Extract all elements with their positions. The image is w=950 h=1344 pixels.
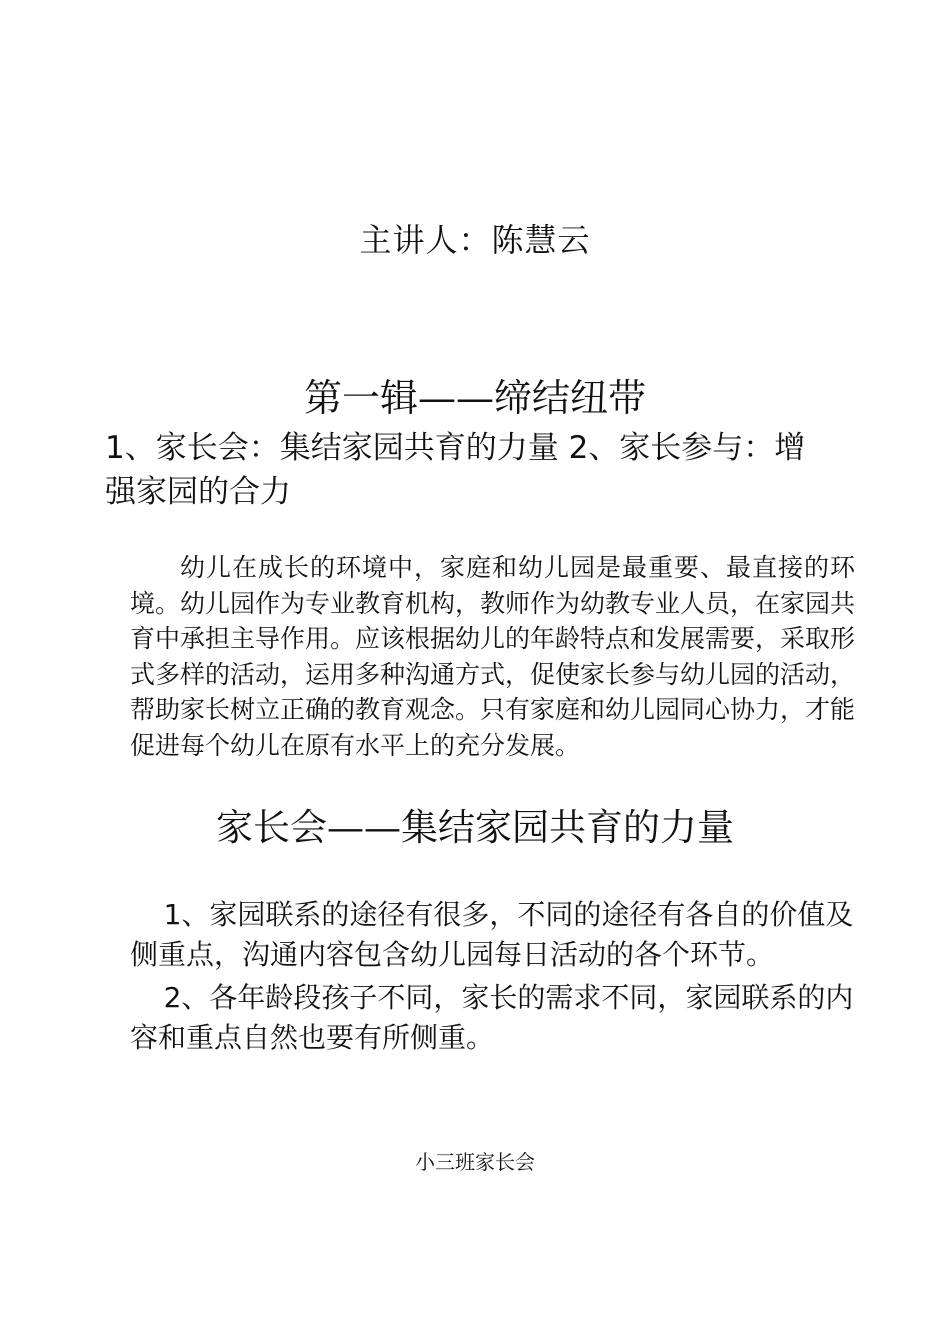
heading: 家长会——集结家园共育的力量 [216, 806, 734, 849]
point-item-1: 1、家园联系的途径有很多，不同的途径有各自的价值及侧重点，沟通内容包含幼儿园每日活动的各个环节。 [130, 898, 854, 971]
section-title: 第一辑——缔结纽带 [303, 376, 646, 420]
point-item-2: 2、各年龄段孩子不同，家长的需求不同，家园联系的内容和重点自然也要有所侧重。 [130, 981, 854, 1054]
intro-block [130, 550, 855, 763]
intro-paragraph: 幼儿在成长的环境中，家庭和幼儿园是最重要、最直接的环境。幼儿园作为专业教育机构，教师作为幼教专业人员，在家园共育中承担主导作用。应该根据幼儿的年龄特点和发展需要，采取形式多样的活动，运用多种沟通方式，促使家长参与幼儿园的活动，帮助家长树立正确的教育观念。只有家庭和幼儿园同心协力，才能促进每个幼儿在原有水平上的充分发展。 [130, 553, 856, 760]
footer-caption: 小三班家长会 [415, 1150, 535, 1174]
subtitle: 1、家长会：集结家园共育的力量 2、家长参与：增强家园的合力 [105, 430, 806, 510]
speaker-line: 主讲人：陈慧云 [359, 221, 591, 259]
points-list [130, 895, 855, 1058]
